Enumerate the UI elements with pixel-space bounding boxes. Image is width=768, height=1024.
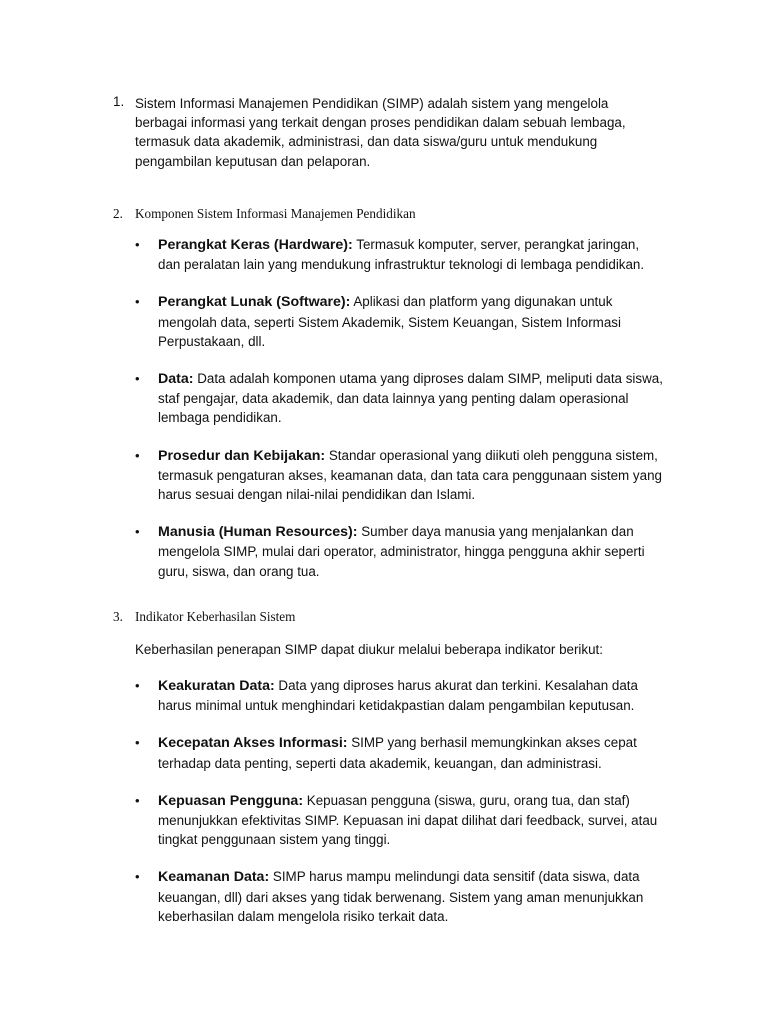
section-title: Komponen Sistem Informasi Manajemen Pendidikan: [135, 206, 416, 221]
section-intro: Keberhasilan penerapan SIMP dapat diukur melalui beberapa indikator berikut:: [135, 642, 603, 657]
indicator-list: [135, 676, 663, 944]
component-list: [135, 235, 663, 599]
bullet-text: Aplikasi dan platform yang digunakan untuk mengolah data, seperti Sistem Akademik, Sistem Keuangan, Sistem Informasi Perpustakaan, dll.: [158, 294, 621, 349]
bullet-term: Kepuasan Pengguna:: [158, 792, 304, 809]
list-item: [135, 292, 663, 351]
list-item: [135, 733, 663, 772]
bullet-icon: •: [135, 869, 140, 885]
list-item: [135, 522, 663, 581]
list-item: [135, 369, 663, 428]
bullet-icon: •: [135, 735, 140, 751]
bullet-text: Termasuk komputer, server, perangkat jaringan, dan peralatan lain yang mendukung infrastruktur teknologi di lembaga pendidikan.: [158, 237, 645, 273]
section-number: 2.: [113, 206, 123, 221]
bullet-term: Prosedur dan Kebijakan:: [158, 447, 326, 464]
list-item: [135, 235, 663, 274]
bullet-term: Perangkat Lunak (Software):: [158, 294, 351, 311]
bullet-icon: •: [135, 294, 140, 310]
section-number: 3.: [113, 609, 123, 624]
bullet-term: Keamanan Data:: [158, 869, 270, 886]
bullet-text: Data adalah komponen utama yang diproses dalam SIMP, meliputi data siswa, staf pengajar, data akademik, dan data lainnya yang penting dalam operasional lembaga pendidikan.: [158, 371, 663, 426]
bullet-text: Sumber daya manusia yang menjalankan dan mengelola SIMP, mulai dari operator, administrator, hingga pengguna akhir seperti guru, siswa, dan orang tua.: [158, 524, 645, 579]
bullet-term: Kecepatan Akses Informasi:: [158, 735, 348, 752]
list-item: [135, 791, 663, 850]
bullet-icon: •: [135, 371, 140, 387]
bullet-icon: •: [135, 792, 140, 808]
section-title: Indikator Keberhasilan Sistem: [135, 609, 296, 624]
list-item: [135, 676, 663, 715]
list-item: [135, 446, 663, 505]
bullet-term: Perangkat Keras (Hardware):: [158, 237, 353, 253]
section-heading-3: [113, 609, 295, 625]
bullet-text: Data yang diproses harus akurat dan terkini. Kesalahan data harus minimal untuk menghindari ketidakpastian dalam pengambilan keputusan.: [158, 678, 638, 714]
bullet-icon: •: [135, 447, 140, 463]
list-item-text: Sistem Informasi Manajemen Pendidikan (SIMP) adalah sistem yang mengelola berbagai informasi yang terkait dengan proses pendidikan dalam sebuah lembaga, termasuk data akademik, administrasi, dan data siswa/guru untuk mendukung pengambilan keputusan dan pelaporan.: [135, 96, 626, 169]
section-heading-2: [113, 206, 416, 222]
bullet-term: Keakuratan Data:: [158, 678, 275, 694]
list-item: [135, 867, 663, 926]
bullet-text: SIMP yang berhasil memungkinkan akses cepat terhadap data penting, seperti data akademik, keuangan, dan administrasi.: [158, 735, 637, 771]
bullet-icon: •: [135, 678, 140, 693]
bullet-icon: •: [135, 524, 140, 540]
bullet-text: SIMP harus mampu melindungi data sensitif (data siswa, data keuangan, dll) dari akses yang tidak berwenang. Sistem yang aman menunjukkan keberhasilan dalam mengelola risiko terkait data.: [158, 869, 644, 924]
bullet-term: Data:: [158, 371, 194, 388]
bullet-text: Kepuasan pengguna (siswa, guru, orang tua, dan staf) menunjukkan efektivitas SIMP. Kepuasan ini dapat dilihat dari feedback, survei, atau tingkat penggunaan sistem yang tinggi.: [158, 792, 658, 848]
list-number: 1.: [113, 94, 125, 109]
bullet-icon: •: [135, 237, 140, 252]
bullet-term: Manusia (Human Resources):: [158, 524, 358, 541]
bullet-text: Standar operasional yang diikuti oleh pengguna sistem, termasuk pengaturan akses, keamanan data, dan tata cara penggunaan sistem yang harus sesuai dengan nilai-nilai pendidikan dan Islami.: [158, 447, 662, 503]
